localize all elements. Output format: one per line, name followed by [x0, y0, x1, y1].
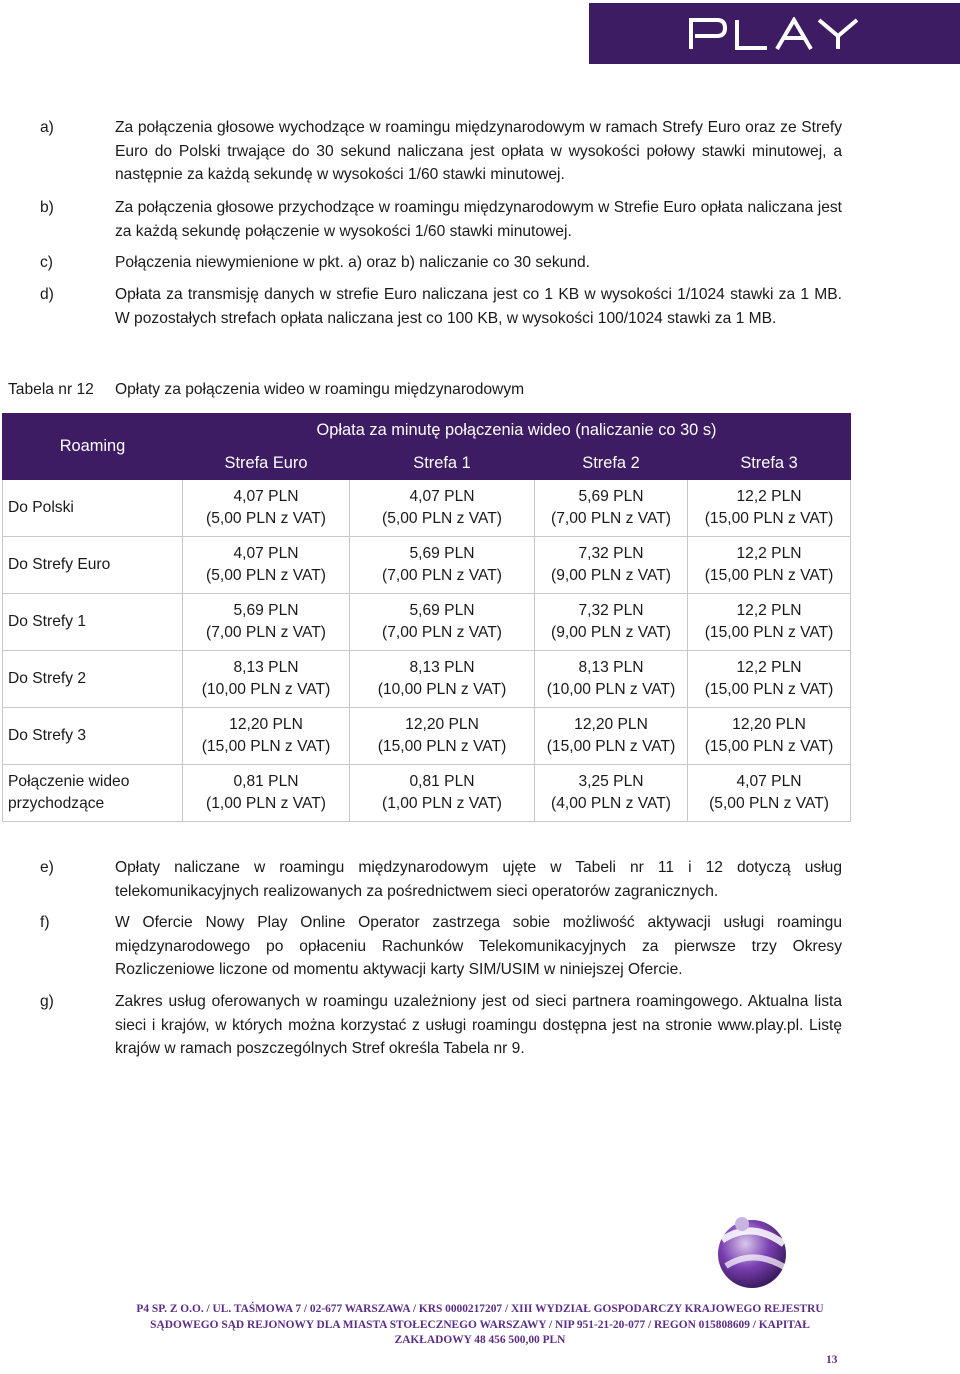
list-marker: a)	[40, 119, 54, 136]
list-text: Opłata za transmisję danych w strefie Euro naliczana jest co 1 KB w wysokości 1/1024 stawki za 1 MB. W pozostałych strefach opłata naliczana jest co 100 KB, w wysokości 100/1024 stawki za 1 MB.	[115, 286, 842, 327]
video-roaming-rates-table	[2, 413, 851, 822]
list-text: Opłaty naliczane w roamingu międzynarodowym ujęte w Tabeli nr 11 i 12 dotyczą usług telekomunikacyjnych realizowanych za pośrednictwem sieci operatorów zagranicznych.	[115, 859, 842, 900]
rate-cell	[183, 708, 350, 765]
list-marker: c)	[40, 254, 53, 271]
table-row	[3, 651, 851, 708]
net-price: 12,20 PLN	[574, 715, 648, 733]
net-price: 4,07 PLN	[233, 544, 299, 562]
rate-cell	[688, 480, 851, 537]
gross-price: (15,00 PLN z VAT)	[704, 681, 834, 698]
header-group: Opłata za minutę połączenia wideo (naliczanie co 30 s)	[183, 414, 851, 448]
net-price: 4,07 PLN	[233, 487, 299, 505]
list-item-d	[40, 283, 842, 330]
gross-price: (9,00 PLN z VAT)	[551, 624, 671, 641]
gross-price: (1,00 PLN z VAT)	[382, 795, 502, 812]
table-row	[3, 480, 851, 537]
column-header: Strefa Euro	[183, 448, 350, 480]
row-label: Do Strefy Euro	[3, 537, 183, 594]
list-marker: g)	[40, 993, 54, 1010]
net-price: 12,2 PLN	[736, 658, 802, 676]
table-row	[3, 765, 851, 822]
page-number: 13	[826, 1354, 838, 1366]
net-price: 12,2 PLN	[736, 544, 802, 562]
row-label: Do Strefy 3	[3, 708, 183, 765]
net-price: 7,32 PLN	[578, 601, 644, 619]
list-text: Połączenia niewymienione w pkt. a) oraz b) naliczanie co 30 sekund.	[115, 254, 591, 271]
net-price: 5,69 PLN	[409, 601, 475, 619]
net-price: 12,20 PLN	[405, 715, 479, 733]
rate-cell	[535, 594, 688, 651]
gross-price: (5,00 PLN z VAT)	[206, 510, 326, 527]
list-text: Za połączenia głosowe przychodzące w roamingu międzynarodowym w Strefie Euro opłata naliczana jest za każdą sekundę połączenie w wysokości 1/60 stawki minutowej.	[115, 199, 842, 240]
rate-cell	[535, 651, 688, 708]
list-text: W Ofercie Nowy Play Online Operator zastrzega sobie możliwość aktywacji usługi roamingu międzynarodowego po opłaceniu Rachunków Telekomunikacyjnych za pierwsze trzy Okresy Rozliczeniowe liczone od momentu aktywacji karty SIM/USIM w niniejszej Ofercie.	[115, 914, 842, 978]
header-roaming: Roaming	[3, 414, 183, 480]
rate-cell	[688, 537, 851, 594]
rate-cell	[350, 537, 535, 594]
gross-price: (15,00 PLN z VAT)	[201, 738, 331, 755]
rate-cell	[183, 480, 350, 537]
list-item-c	[40, 251, 842, 275]
rate-cell	[688, 708, 851, 765]
gross-price: (5,00 PLN z VAT)	[709, 795, 829, 812]
play-logo	[589, 3, 960, 64]
table-row	[3, 708, 851, 765]
footer-line: P4 SP. Z O.O. / UL. TAŚMOWA 7 / 02-677 WARSZAWA / KRS 0000217207 / XIII WYDZIAŁ GOSPODARCZY KRAJOWEGO REJESTRU	[136, 1303, 824, 1315]
gross-price: (7,00 PLN z VAT)	[382, 624, 502, 641]
net-price: 12,2 PLN	[736, 487, 802, 505]
list-text: Zakres usług oferowanych w roamingu uzależniony jest od sieci partnera roamingowego. Aktualna lista sieci i krajów, w których można korzystać z usługi roamingu dostępna jest na stronie www.play.pl. Listę krajów w ramach poszczególnych Stref określa Tabela nr 9.	[115, 993, 842, 1057]
list-marker: d)	[40, 286, 54, 303]
company-footer	[0, 1302, 960, 1349]
gross-price: (9,00 PLN z VAT)	[551, 567, 671, 584]
list-item-f	[40, 911, 842, 982]
rate-cell	[350, 651, 535, 708]
rate-cell	[350, 594, 535, 651]
list-text: Za połączenia głosowe wychodzące w roamingu międzynarodowym w ramach Strefy Euro oraz ze Strefy Euro do Polski trwające do 30 sekund naliczana jest opłata w wysokości połowy stawki minutowej, a następnie za każdą sekundę w wysokości 1/60 stawki minutowej.	[115, 119, 842, 183]
row-label: Do Polski	[3, 480, 183, 537]
gross-price: (15,00 PLN z VAT)	[377, 738, 507, 755]
rate-cell	[350, 708, 535, 765]
rate-cell	[535, 480, 688, 537]
net-price: 8,13 PLN	[578, 658, 644, 676]
gross-price: (1,00 PLN z VAT)	[206, 795, 326, 812]
net-price: 4,07 PLN	[409, 487, 475, 505]
play-logo-wordmark	[685, 17, 865, 51]
rate-cell	[688, 651, 851, 708]
net-price: 8,13 PLN	[409, 658, 475, 676]
gross-price: (15,00 PLN z VAT)	[704, 624, 834, 641]
net-price: 4,07 PLN	[736, 772, 802, 790]
rate-cell	[535, 708, 688, 765]
gross-price: (7,00 PLN z VAT)	[206, 624, 326, 641]
table-caption	[8, 378, 524, 401]
table-number: Tabela nr 12	[8, 381, 94, 398]
net-price: 5,69 PLN	[409, 544, 475, 562]
rate-cell	[183, 651, 350, 708]
net-price: 12,2 PLN	[736, 601, 802, 619]
net-price: 7,32 PLN	[578, 544, 644, 562]
rate-cell	[535, 765, 688, 822]
table-row	[3, 537, 851, 594]
gross-price: (15,00 PLN z VAT)	[546, 738, 676, 755]
rate-cell	[183, 594, 350, 651]
gross-price: (10,00 PLN z VAT)	[201, 681, 331, 698]
rate-cell	[350, 765, 535, 822]
list-marker: e)	[40, 859, 54, 876]
footer-line: SĄDOWEGO SĄD REJONOWY DLA MIASTA STOŁECZNEGO WARSZAWY / NIP 951-21-20-077 / REGON 015808609 / KAPITAŁ	[150, 1318, 810, 1331]
list-item-e	[40, 856, 842, 903]
list-marker: f)	[40, 914, 50, 931]
gross-price: (5,00 PLN z VAT)	[206, 567, 326, 584]
row-label: Do Strefy 2	[3, 651, 183, 708]
play-orb-icon	[712, 1210, 794, 1296]
column-header: Strefa 1	[350, 448, 535, 480]
gross-price: (15,00 PLN z VAT)	[704, 510, 834, 527]
column-header: Strefa 2	[535, 448, 688, 480]
rate-cell	[350, 480, 535, 537]
gross-price: (10,00 PLN z VAT)	[377, 681, 507, 698]
gross-price: (4,00 PLN z VAT)	[551, 795, 671, 812]
list-item-b	[40, 196, 842, 243]
gross-price: (7,00 PLN z VAT)	[382, 567, 502, 584]
footer-line: ZAKŁADOWY 48 456 500,00 PLN	[394, 1334, 566, 1346]
list-item-g	[40, 990, 842, 1061]
rate-cell	[535, 537, 688, 594]
net-price: 5,69 PLN	[578, 487, 644, 505]
rate-cell	[183, 537, 350, 594]
gross-price: (5,00 PLN z VAT)	[382, 510, 502, 527]
column-header: Strefa 3	[688, 448, 851, 480]
list-item-a	[40, 116, 842, 187]
gross-price: (10,00 PLN z VAT)	[546, 681, 676, 698]
net-price: 0,81 PLN	[409, 772, 475, 790]
net-price: 3,25 PLN	[578, 772, 644, 790]
rate-cell	[688, 594, 851, 651]
rate-cell	[183, 765, 350, 822]
table-row	[3, 594, 851, 651]
net-price: 8,13 PLN	[233, 658, 299, 676]
list-marker: b)	[40, 199, 54, 216]
net-price: 12,20 PLN	[229, 715, 303, 733]
row-label: Do Strefy 1	[3, 594, 183, 651]
net-price: 5,69 PLN	[233, 601, 299, 619]
net-price: 12,20 PLN	[732, 715, 806, 733]
rate-cell	[688, 765, 851, 822]
gross-price: (15,00 PLN z VAT)	[704, 738, 834, 755]
table-title: Opłaty za połączenia wideo w roamingu międzynarodowym	[115, 381, 525, 398]
row-label: Połączenie wideo przychodzące	[3, 765, 183, 822]
gross-price: (15,00 PLN z VAT)	[704, 567, 834, 584]
gross-price: (7,00 PLN z VAT)	[551, 510, 671, 527]
net-price: 0,81 PLN	[233, 772, 299, 790]
